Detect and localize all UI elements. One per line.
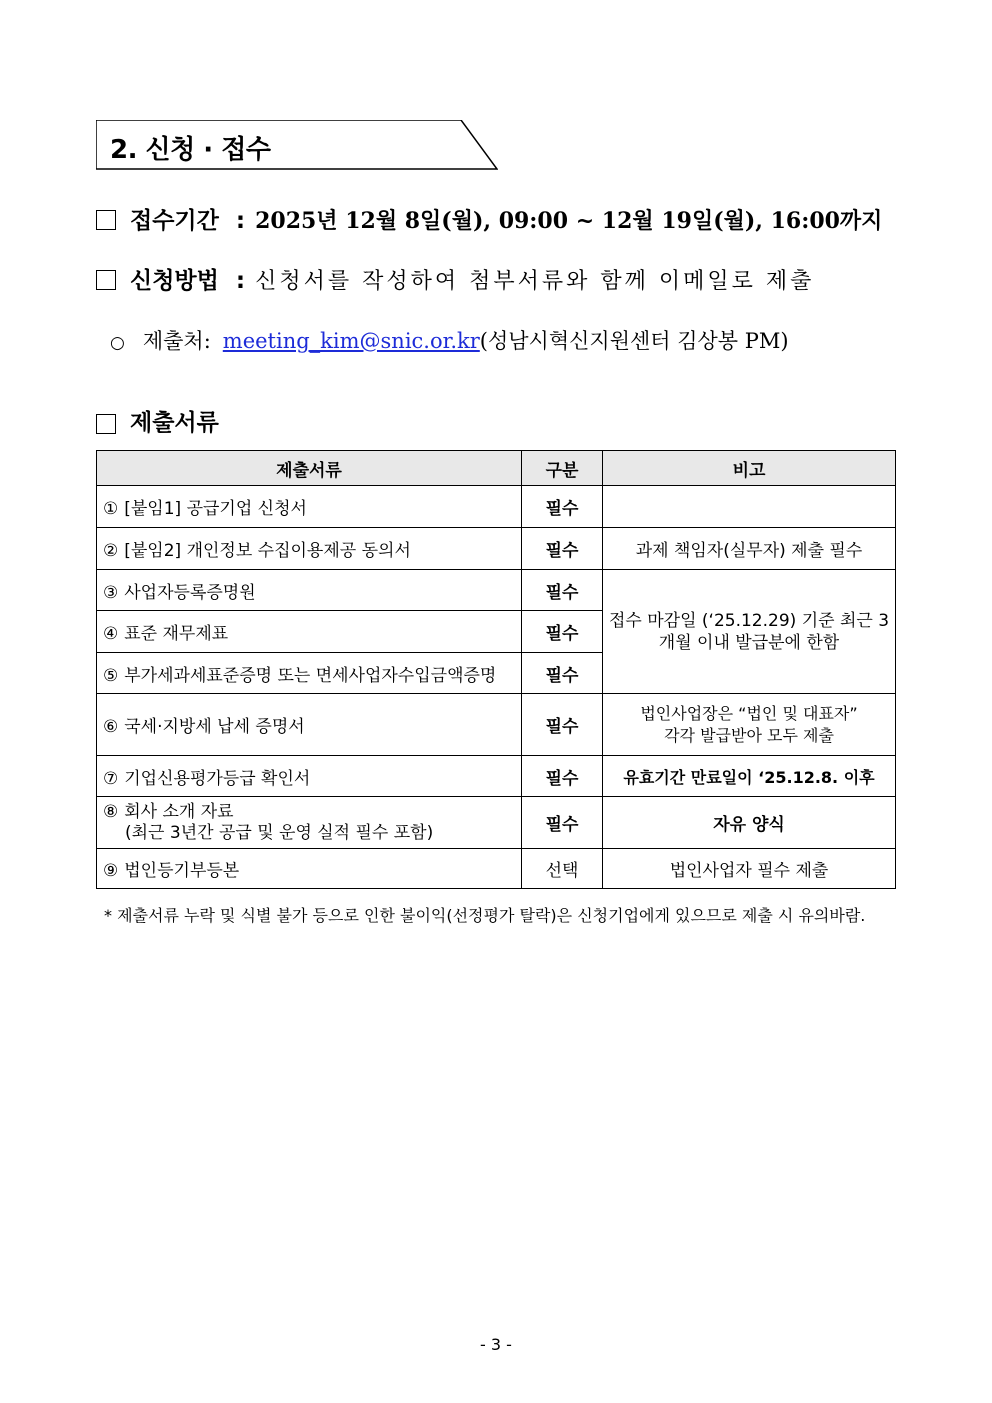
doc-type-cell: 필수: [522, 694, 603, 756]
period-label: 접수기간: [130, 208, 219, 234]
table-header-row: [97, 451, 896, 486]
doc-name-cell: ⑨ 법인등기부등본: [97, 849, 522, 889]
table-row: [97, 486, 896, 528]
checkbox-icon: [96, 270, 116, 290]
method-label: 신청방법: [130, 268, 219, 294]
section-title-box: [96, 120, 498, 170]
doc-name-cell: ④ 표준 재무제표: [97, 611, 522, 653]
checkbox-icon: [96, 210, 116, 230]
doc-type-cell: 필수: [522, 486, 603, 528]
period-value: 2025년 12월 8일(월), 09:00 ~ 12월 19일(월), 16:00까지: [255, 208, 883, 234]
doc-note-cell: 자유 양식: [603, 797, 896, 849]
header-note: 비고: [603, 451, 896, 486]
submit-label: 제출처:: [142, 329, 211, 353]
doc-name-cell: ⑦ 기업신용평가등급 확인서: [97, 756, 522, 797]
documents-table: [96, 450, 896, 889]
table-row: [97, 756, 896, 797]
period-sep: :: [235, 208, 246, 234]
doc-type-cell: 필수: [522, 756, 603, 797]
page-number: - 3 -: [480, 1335, 512, 1354]
doc-note-cell: 법인사업장은 “법인 및 대표자” 각각 발급받아 모두 제출: [603, 694, 896, 756]
method-value: 신청서를 작성하여 첨부서류와 함께 이메일로 제출: [255, 269, 815, 294]
documents-heading: 제출서류: [130, 410, 219, 436]
doc-note-cell: 법인사업자 필수 제출: [603, 849, 896, 889]
doc-type-cell: 선택: [522, 849, 603, 889]
section-title: 2. 신청 · 접수: [110, 135, 271, 165]
header-type: 구분: [522, 451, 603, 486]
doc-note-cell: 유효기간 만료일이 ‘25.12.8. 이후: [603, 756, 896, 797]
doc-type-cell: 필수: [522, 653, 603, 694]
checkbox-icon: [96, 414, 116, 434]
documents-heading-line: [96, 404, 219, 437]
doc-note-cell: 과제 책임자(실무자) 제출 필수: [603, 528, 896, 570]
doc-note-cell: 접수 마감일 (‘25.12.29) 기준 최근 3개월 이내 발급분에 한함: [603, 570, 896, 694]
method-sep: :: [235, 268, 246, 294]
period-line: [96, 202, 882, 235]
contact-text: (성남시혁신지원센터 김상봉 PM): [479, 329, 789, 353]
doc-type-cell: 필수: [522, 797, 603, 849]
table-row: [97, 694, 896, 756]
table-row: [97, 797, 896, 849]
doc-type-cell: 필수: [522, 528, 603, 570]
table-row: [97, 528, 896, 570]
bullet-circle-icon: ○: [110, 333, 125, 353]
table-row: [97, 849, 896, 889]
doc-note-cell: [603, 486, 896, 528]
table-row: [97, 570, 896, 611]
submit-line: [110, 325, 789, 355]
email-link[interactable]: meeting_kim@snic.or.kr: [222, 329, 480, 353]
doc-name-cell: ⑧ 회사 소개 자료 (최근 3년간 공급 및 운영 실적 필수 포함): [97, 797, 522, 849]
footnote: * 제출서류 누락 및 식별 불가 등으로 인한 불이익(선정평가 탈락)은 신청기업에게 있으므로 제출 시 유의바람.: [104, 906, 866, 925]
doc-type-cell: 필수: [522, 570, 603, 611]
doc-name-cell: ② [붙임2] 개인정보 수집이용제공 동의서: [97, 528, 522, 570]
doc-name-cell: ① [붙임1] 공급기업 신청서: [97, 486, 522, 528]
header-documents: 제출서류: [97, 451, 522, 486]
doc-name-cell: ③ 사업자등록증명원: [97, 570, 522, 611]
doc-name-cell: ⑤ 부가세과세표준증명 또는 면세사업자수입금액증명: [97, 653, 522, 694]
method-line: [96, 262, 814, 295]
doc-type-cell: 필수: [522, 611, 603, 653]
doc-name-cell: ⑥ 국세·지방세 납세 증명서: [97, 694, 522, 756]
